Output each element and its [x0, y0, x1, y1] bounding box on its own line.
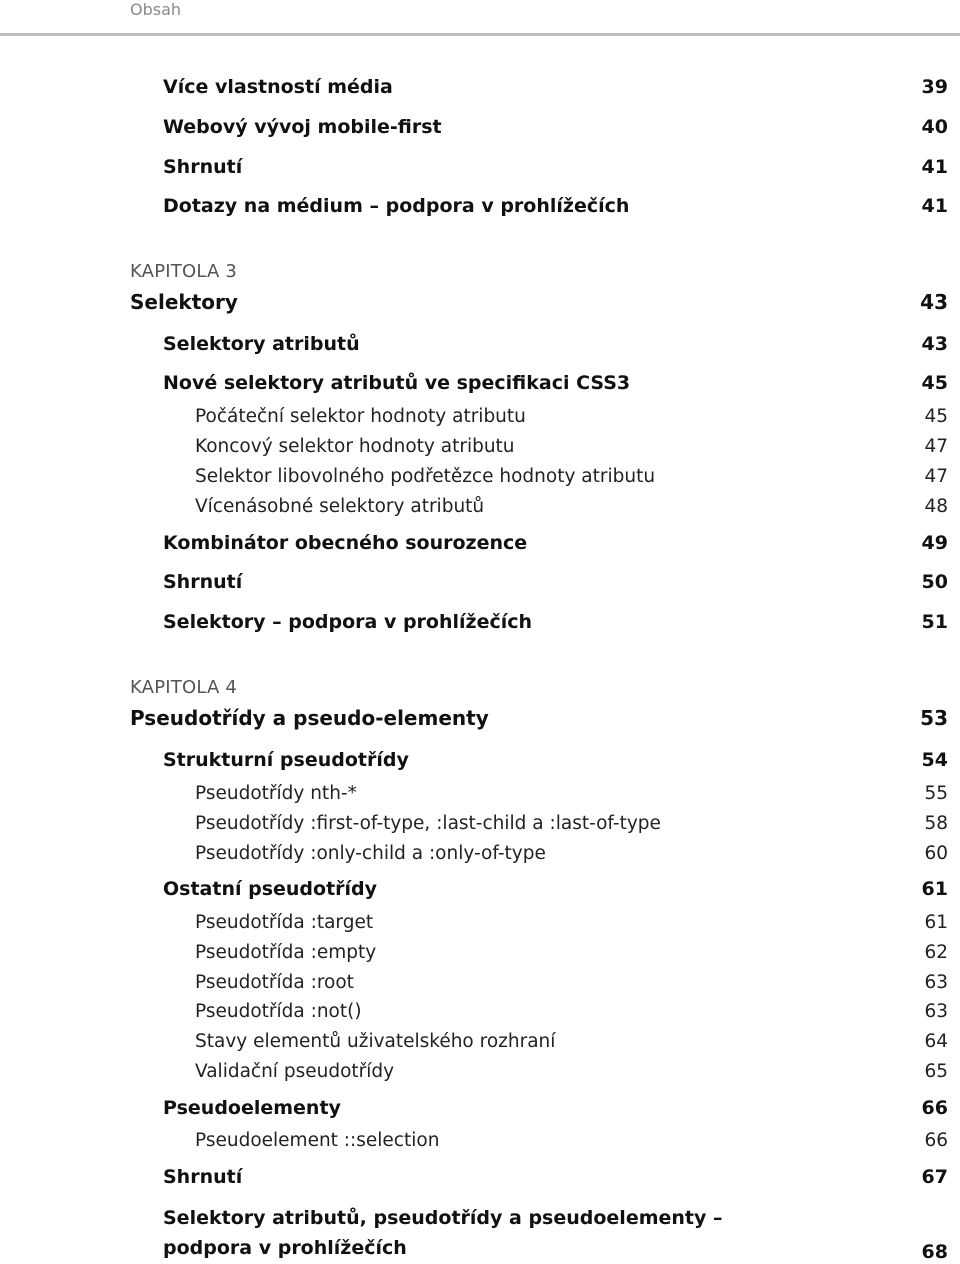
chapter-title-row[interactable] — [130, 290, 948, 314]
toc-entry[interactable] — [163, 749, 948, 771]
toc-entry[interactable] — [163, 611, 948, 633]
toc-subentry-page: 47 — [924, 466, 948, 487]
toc-entry-title: Selektory – podpora v prohlížečích — [163, 611, 533, 633]
toc-subentry-title: Pseudotřídy nth-* — [195, 783, 357, 804]
toc-entry[interactable] — [163, 76, 948, 98]
toc-subentry[interactable] — [195, 406, 948, 427]
chapter-title: Selektory — [130, 290, 238, 314]
toc-entry-page: 41 — [921, 156, 948, 178]
toc-entry[interactable] — [163, 878, 948, 900]
toc-subentry-page: 62 — [924, 942, 948, 963]
toc-subentry-title: Vícenásobné selektory atributů — [195, 496, 485, 517]
toc-subentry-page: 65 — [924, 1061, 948, 1082]
toc-subentry-page: 66 — [924, 1130, 948, 1151]
chapter-page: 43 — [920, 290, 948, 314]
toc-entry-page: 49 — [921, 532, 948, 554]
toc-entry-title: Nové selektory atributů ve specifikaci CSS3 — [163, 372, 631, 394]
running-header: Obsah — [130, 0, 182, 19]
toc-entry[interactable] — [163, 571, 948, 593]
toc-subentry-page: 58 — [924, 813, 948, 834]
toc-entry-page: 67 — [921, 1166, 948, 1188]
toc-subentry[interactable] — [195, 942, 948, 963]
toc-entry-title: Shrnutí — [163, 571, 243, 593]
toc-entry[interactable] — [163, 156, 948, 178]
toc-entry-title: Více vlastností média — [163, 76, 393, 98]
toc-subentry[interactable] — [195, 843, 948, 864]
toc-subentry-page: 45 — [924, 406, 948, 427]
toc-entry[interactable] — [163, 1203, 948, 1263]
toc-subentry-title: Validační pseudotřídy — [195, 1061, 395, 1082]
toc-subentry[interactable] — [195, 1001, 948, 1022]
toc-subentry[interactable] — [195, 496, 948, 517]
chapter-page: 53 — [920, 706, 948, 730]
toc-subentry-page: 64 — [924, 1031, 948, 1052]
toc-subentry[interactable] — [195, 972, 948, 993]
toc-subentry-title: Stavy elementů uživatelského rozhraní — [195, 1031, 556, 1052]
toc-entry-title: Pseudoelementy — [163, 1097, 341, 1119]
toc-entry-title: Shrnutí — [163, 1166, 243, 1188]
toc-entry-page: 43 — [921, 333, 948, 355]
toc-subentry-page: 63 — [924, 1001, 948, 1022]
toc-subentry-title: Pseudotřída :not() — [195, 1001, 362, 1022]
toc-subentry-title: Selektor libovolného podřetězce hodnoty atributu — [195, 466, 656, 487]
toc-subentry-page: 61 — [924, 912, 948, 933]
toc-entry[interactable] — [163, 372, 948, 394]
toc-entry-page: 66 — [921, 1097, 948, 1119]
toc-entry-title: Selektory atributů — [163, 333, 360, 355]
toc-subentry-title: Počáteční selektor hodnoty atributu — [195, 406, 526, 427]
toc-entry-title: Shrnutí — [163, 156, 243, 178]
toc-subentry[interactable] — [195, 466, 948, 487]
toc-entry[interactable] — [163, 116, 948, 138]
toc-subentry-title: Koncový selektor hodnoty atributu — [195, 436, 515, 457]
chapter-title: Pseudotřídy a pseudo-elementy — [130, 706, 489, 730]
chapter-label: KAPITOLA 4 — [130, 677, 238, 698]
toc-entry-title: Strukturní pseudotřídy — [163, 749, 409, 771]
header-rule — [0, 33, 960, 36]
toc-subentry-page: 60 — [924, 843, 948, 864]
toc-subentry-page: 55 — [924, 783, 948, 804]
toc-entry-page: 50 — [921, 571, 948, 593]
toc-subentry-title: Pseudoelement ::selection — [195, 1130, 440, 1151]
toc-entry-page: 51 — [921, 611, 948, 633]
toc-entry[interactable] — [163, 1097, 948, 1119]
toc-entry-title: Dotazy na médium – podpora v prohlížečích — [163, 195, 630, 217]
toc-entry-page: 39 — [921, 76, 948, 98]
toc-entry[interactable] — [163, 1166, 948, 1188]
toc-entry-page: 68 — [921, 1241, 948, 1263]
toc-entry[interactable] — [163, 333, 948, 355]
toc-subentry-title: Pseudotřídy :only-child a :only-of-type — [195, 843, 546, 864]
toc-subentry[interactable] — [195, 1130, 948, 1151]
chapter-label: KAPITOLA 3 — [130, 261, 238, 282]
toc-subentry[interactable] — [195, 436, 948, 457]
toc-subentry[interactable] — [195, 912, 948, 933]
toc-entry-title: Selektory atributů, pseudotřídy a pseudoelementy – podpora v prohlížečích — [163, 1207, 723, 1259]
toc-subentry-title: Pseudotřída :target — [195, 912, 374, 933]
toc-subentry-page: 47 — [924, 436, 948, 457]
toc-entry-page: 41 — [921, 195, 948, 217]
toc-subentry-page: 48 — [924, 496, 948, 517]
toc-entry-page: 61 — [921, 878, 948, 900]
toc-subentry-title: Pseudotřídy :first-of-type, :last-child a :last-of-type — [195, 813, 661, 834]
toc-entry-page: 54 — [921, 749, 948, 771]
toc-subentry[interactable] — [195, 783, 948, 804]
toc-entry-title: Ostatní pseudotřídy — [163, 878, 378, 900]
toc-entry-page: 45 — [921, 372, 948, 394]
toc-subentry[interactable] — [195, 1031, 948, 1052]
toc-entry[interactable] — [163, 195, 948, 217]
toc-entry-title: Webový vývoj mobile-first — [163, 116, 442, 138]
toc-entry-title: Kombinátor obecného sourozence — [163, 532, 528, 554]
toc-entry[interactable] — [163, 532, 948, 554]
toc-subentry-title: Pseudotřída :root — [195, 972, 354, 993]
toc-subentry-title: Pseudotřída :empty — [195, 942, 377, 963]
toc-entry-page: 40 — [921, 116, 948, 138]
toc-subentry[interactable] — [195, 1061, 948, 1082]
toc-subentry-page: 63 — [924, 972, 948, 993]
toc-subentry[interactable] — [195, 813, 948, 834]
chapter-title-row[interactable] — [130, 706, 948, 730]
